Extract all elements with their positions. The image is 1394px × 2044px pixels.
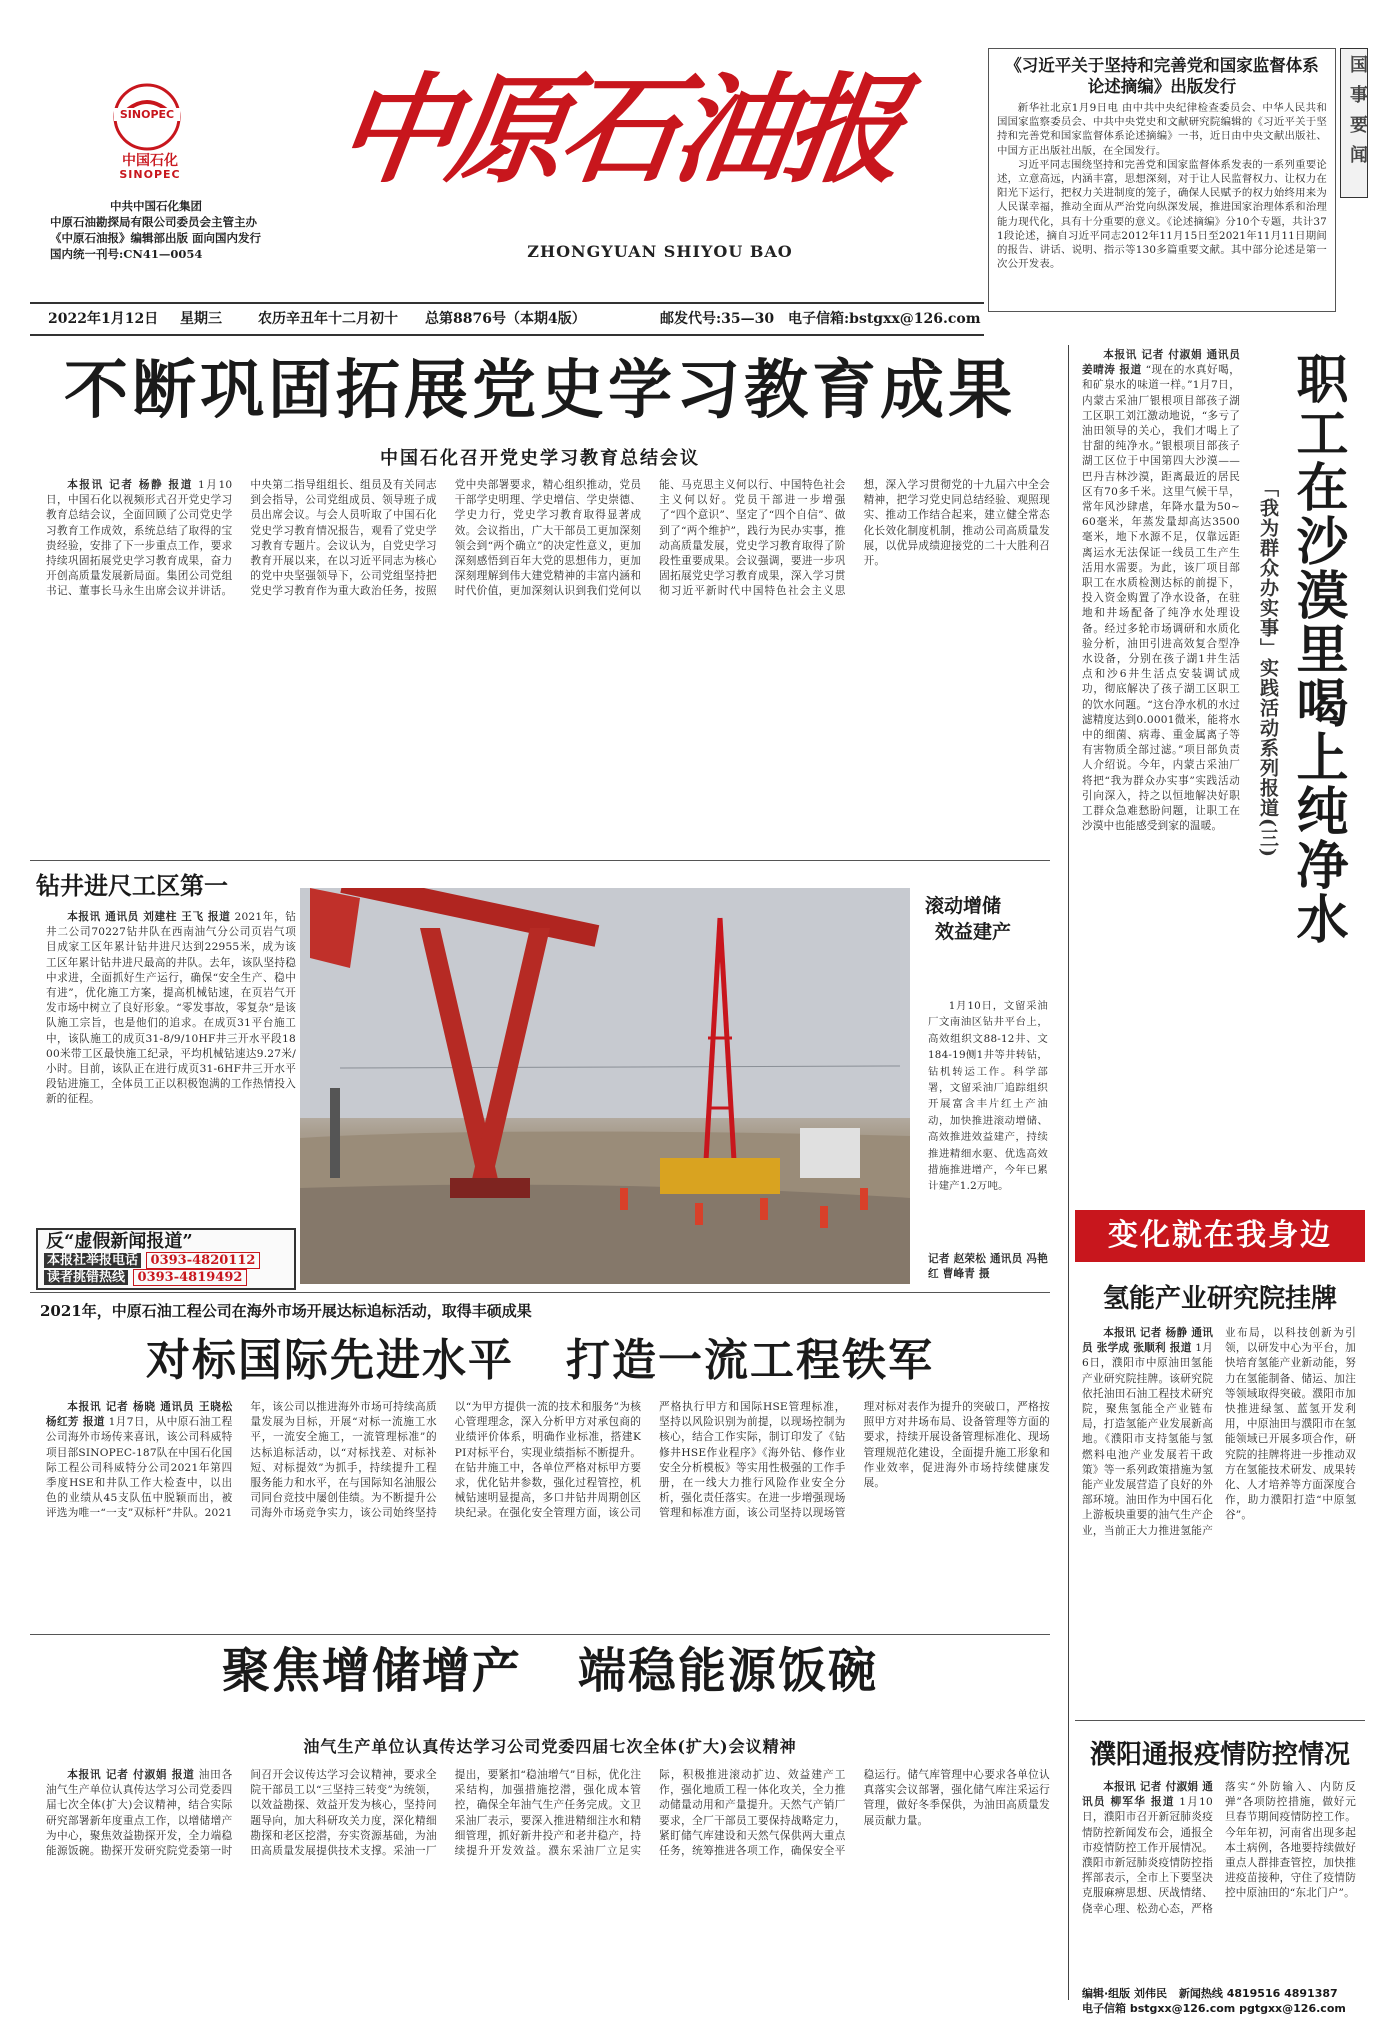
sponsor-line-3: 《中原石油报》编辑部出版 面向国内发行 <box>50 231 262 245</box>
logo-mark-text: SINOPEC <box>114 108 180 121</box>
photo-caption-text: 1月10日，文留采油厂文南油区钻井平台上，高效组织文88-12井、文184-19侧1井等井转钻，钻机转运工作。科学部署，文留采油厂追踪组织开展富含丰片红土产油动，加快推进滚动增储、高效推进效益建产，持续推进精细水驱、优选高效措施推进增产，今年已累计建产1.2万吨。 <box>928 1000 1048 1193</box>
dateline-email: 电子信箱:bstgxx@126.com <box>788 311 981 327</box>
dateline-lunar: 农历辛丑年十二月初十 <box>258 311 398 327</box>
overseas-bottom-rule <box>30 1634 1050 1635</box>
sponsor-line-2: 中原石油勘探局有限公司委员会主管主办 <box>50 215 257 229</box>
report-box <box>36 1228 296 1290</box>
change-banner <box>1075 1210 1365 1262</box>
report-line2-number: 0393-4819492 <box>133 1269 248 1286</box>
overseas-headline: 对标国际先进水平 打造一流工程铁军 <box>146 1335 934 1386</box>
report-line1-number: 0393-4820112 <box>146 1252 261 1269</box>
logo-en: SINOPEC <box>119 168 181 181</box>
logo-cn: 中国石化 <box>122 153 178 169</box>
lead-article <box>46 478 1050 846</box>
news-brief-p1: 新华社北京1月9日电 由中共中央纪律检查委员会、中华人民共和国国家监察委员会、中共中央党史和文献研究院编辑的《习近平关于坚持和完善党和国家监督体系论述摘编》一书，近日由中央文献出版社、中国方正出版社出版，在全国发行。 <box>997 102 1327 157</box>
masthead-title: 中原石油报 <box>328 60 908 199</box>
desert-article <box>1082 348 1240 1048</box>
oilgas-byline: 本报讯 记者 付淑娟 报道 <box>67 1769 195 1781</box>
change-body: 1月6日，濮阳市中原油田氢能产业研究院挂牌。该研究院依托油田石油工程技术研究院，聚焦氢能全产业链布局，打造氢能产业发展新高地。《濮阳市支持氢能与氢燃料电池产业发展若干政策》等一系列政策措施为氢能产业发展营造了良好的外部环境。油田作为中国石化上游板块重要的油气生产企业，当前正大力推进氢能产业布局，以科技创新为引领，以研发中心为平台，加快培育氢能产业新动能，努力在氢能制备、储运、加注等领域取得突破。濮阳市加快推进绿氢、蓝氢开发利用，中原油田与濮阳市在氢能领域已开展多项合作，研究院的挂牌将进一步推动双方在氢能技术研发、成果转化、人才培养等方面深度合作，助力濮阳打造“中原氢谷”。 <box>1082 1327 1356 1537</box>
lead-bottom-rule <box>30 860 1050 861</box>
photo-title <box>925 893 1045 945</box>
oilgas-subhead: 油气生产单位认真传达学习公司党委四届七次全体(扩大)会议精神 <box>303 1737 797 1756</box>
dateline-date: 2022年1月12日 <box>48 311 159 327</box>
report-box-title: 反“虚假新闻报道” <box>46 1231 193 1252</box>
footer <box>1082 1986 1372 2016</box>
drilling-article <box>46 910 296 1230</box>
oilgas-body: 油田各油气生产单位认真传达学习公司党委四届七次全体(扩大)会议精神，结合实际研究部署新年度重点工作，以增储增产为中心，聚焦效益勘探开发，全力端稳能源饭碗。勘探开发研究院党委第一时间召开会议传达学习会议精神，要求全院干部员工以“三坚持三转变”为统领，以效益勘探、效益开发为核心，坚持问题导向，加大科研攻关力度，深化精细勘探和老区挖潜，夯实资源基础，为油田高质量发展提供技术支撑。采油一厂提出，要紧扣“稳油增气”目标，优化注采结构，加强措施挖潜，强化成本管控，确保全年油气生产任务完成。文卫采油厂表示，要深入推进精细注水和精细管理，抓好新井投产和老井稳产，持续提升开发效益。濮东采油厂立足实际，积极推进滚动扩边、效益建产工作，强化地质工程一体化攻关，全力推动储量动用和产量提升。天然气产销厂要求，全厂干部员工要保持战略定力，紧盯储气库建设和天然气保供两大重点任务，统筹推进各项工作，确保安全平稳运行。储气库管理中心要求各单位认真落实会议部署，强化储气库注采运行管理，做好冬季保供，为油田高质量发展贡献力量。 <box>46 1769 1050 1858</box>
change-banner-text: 变化就在我身边 <box>1108 1218 1332 1253</box>
desert-byline: 本报讯 记者 付淑娟 通讯员 姜晴涛 报道 <box>1082 349 1240 377</box>
change-byline: 本报讯 记者 杨静 通讯员 张学成 张顺利 报道 <box>1082 1327 1213 1355</box>
drilling-body: 2021年，钻井二公司70227钻井队在西南油气分公司页岩气项目成家工区年累计钻井进尺达到22955米，成为该工区年累计钻井进尺最高的井队。去年，该队坚持稳中求进，全面抓好生产运行，确保“安全生产、稳中有进”，优化施工方案，提高机械钻速，在页岩气开发市场中树立了良好形象。“零发事故，零复杂”是该队施工宗旨，也是他们的追求。在成页31平台施工中，该队施工的成页31-8/9/10HF井三开水平段1800米带工区最快施工纪录，平均机械钻速达9.27米/小时。目前，该队正在进行成页31-6HF井三开水平段钻进施工，全体员工正以积极饱满的工作热情投入新的征程。 <box>46 911 296 1106</box>
sponsor-line-4: 国内统一刊号:CN41—0054 <box>50 247 203 261</box>
footer-editor: 编辑·组版 刘伟民 <box>1082 1987 1168 2000</box>
sponsor-line-1: 中共中国石化集团 <box>110 199 202 213</box>
news-brief-tag-text: 国事要闻 <box>1347 55 1368 175</box>
photo-title-line1: 滚动增储 <box>925 895 1002 917</box>
news-photo <box>300 888 910 1284</box>
lead-body: 1月10日，中国石化以视频形式召开党史学习教育总结会议，全面回顾了公司党史学习教育工作成效，系统总结了取得的宝贵经验，安排了下一步重点工作，要求持续巩固拓展党史学习教育成果，奋力开创高质量发展新局面。集团公司党组书记、董事长马永生出席会议并讲话。中央第二指导组组长、组员及有关同志到会指导，公司党组成员、领导班子成员出席会议。与会人员听取了中国石化党史学习教育情况报告，观看了党史学习教育专题片。会议认为，自党史学习教育开展以来，在以习近平同志为核心的党中央坚强领导下，公司党组坚持把党史学习教育作为重大政治任务，按照党中央部署要求，精心组织推动，党员干部学史明理、学史增信、学史崇德、学史力行，党史学习教育取得显著成效。会议指出，广大干部员工更加深刻领会到“两个确立”的决定性意义，更加深刻感悟到百年大党的思想伟力，更加深刻理解到伟大建党精神的丰富内涵和时代价值，更加深刻认识到我们党何以能、马克思主义何以行、中国特色社会主义何以好。党员干部进一步增强了“四个意识”、坚定了“四个自信”、做到了“两个维护”，践行为民办实事，推动高质量发展，党史学习教育取得了阶段性重要成果。会议强调，要进一步巩固拓展党史学习教育成果，深入学习贯彻习近平新时代中国特色社会主义思想，深入学习贯彻党的十九届六中全会精神，把学习党史同总结经验、观照现实、推动工作结合起来，建立健全常态化长效化制度机制，推动公司高质量发展，以优异成绩迎接党的二十大胜利召开。 <box>46 479 1050 598</box>
overseas-kicker: 2021年，中原石油工程公司在海外市场开展达标追标活动，取得丰硕成果 <box>40 1302 532 1320</box>
dateline-bar <box>30 302 984 336</box>
footer-hotline: 新闻热线 4819516 4891387 <box>1178 1987 1338 2000</box>
report-line1-label: 本报社举报电话 <box>44 1253 141 1268</box>
epidemic-headline: 濮阳通报疫情防控情况 <box>1089 1740 1350 1770</box>
lead-byline: 本报讯 记者 杨静 报道 <box>67 479 193 491</box>
change-article <box>1082 1326 1356 1716</box>
photo-credit: 记者 赵荣松 通讯员 冯艳红 曹峰青 摄 <box>928 1253 1048 1280</box>
oilfield-photo-image <box>300 888 910 1284</box>
change-bottom-rule <box>1075 1720 1365 1721</box>
epidemic-body: 1月10日，濮阳市召开新冠肺炎疫情防控新闻发布会，通报全市疫情防控工作开展情况。濮阳市新冠肺炎疫情防控指挥部表示，全市上下要坚决克服麻痹思想、厌战情绪、侥幸心理、松劲心态，严格落实“外防输入、内防反弹”各项防控措施，做好元旦春节期间疫情防控工作。今年年初，河南省出现多起本土病例，各地要持续做好重点人群排查管控，加快推进疫苗接种，守住了疫情防控中原油田的“东北门户”。 <box>1082 1781 1356 1915</box>
column-divider <box>1068 345 1069 2000</box>
footer-email: 电子信箱 bstgxx@126.com pgtgxx@126.com <box>1082 2002 1346 2015</box>
change-headline: 氢能产业研究院挂牌 <box>1102 1284 1337 1314</box>
oilgas-headline: 聚焦增储增产 端稳能源饭碗 <box>221 1643 879 1699</box>
drilling-headline: 钻井进尺工区第一 <box>36 871 228 900</box>
desert-headline: 职工在沙漠里喝上纯净水 <box>1287 352 1348 946</box>
dateline-postal: 邮发代号:35—30 <box>660 311 775 327</box>
drilling-byline: 本报讯 通讯员 刘建柱 王飞 报道 <box>67 911 231 923</box>
desert-series: 「我为群众办实事」实践活动系列报道(三) <box>1257 478 1279 858</box>
epidemic-byline: 本报讯 记者 付淑娟 通讯员 柳军华 报道 <box>1082 1781 1213 1809</box>
dateline-issue: 总第8876号（本期4版） <box>425 311 586 327</box>
oilgas-article <box>46 1768 1050 2020</box>
news-brief-box <box>988 48 1336 312</box>
photo-bottom-rule <box>30 1292 1050 1293</box>
masthead-pinyin: ZHONGYUAN SHIYOU BAO <box>527 242 793 261</box>
news-brief-p2: 习近平同志围绕坚持和完善党和国家监督体系发表的一系列重要论述，立意高远，内涵丰富，思想深刻，对于让人民监督权力、让权力在阳光下运行，把权力关进制度的笼子，确保人民赋予的权力始终用来为人民谋幸福，推动全面从严治党向纵深发展，推进国家治理体系和治理能力现代化，具有十分重要的意义。《论述摘编》分10个专题，共计371段论述，摘自习近平同志2012年11月15日至2021年11月11日期间的报告、讲话、说明、指示等130多篇重要文献。其中部分论述是第一次公开发表。 <box>997 158 1327 271</box>
desert-body: “现在的水真好喝，和矿泉水的味道一样。”1月7日，内蒙古采油厂银根项目部孩子湖工区职工刘江激动地说，“多亏了油田领导的关心，我们才喝上了甘甜的纯净水。”银根项目部孩子湖工区位于中国第四大沙漠——巴丹吉林沙漠，距离最近的居民区有70多千米。这里气候干旱，常年风沙肆虐，年降水量为50~60毫米，年蒸发量却高达3500毫米，地下水源不足，仅靠远距离运水无法保证一线员工生产生活用水需要。为此，该厂项目部职工在水质检测达标的前提下，投入资金购置了净水设备，在驻地和井场配备了纯净水处理设备。经过多轮市场调研和水质化验分析，油田引进高效复合型净水设备，分别在孩子湖1井生活点和沙6井生活点安装调试成功，彻底解决了孩子湖工区职工的饮水问题。“这台净水机的水过滤精度达到0.0001微米，能将水中的细菌、病毒、重金属离子等有害物质全部过滤。”项目部负责人介绍说。今年，内蒙古采油厂将把“我为群众办实事”实践活动引向深入，持之以恒地解决好职工群众急难愁盼问题，让职工在沙漠中也能感受到家的温暖。 <box>1082 364 1240 833</box>
overseas-byline: 本报讯 记者 杨晓 通讯员 王晓松 杨红芳 报道 <box>46 1401 233 1429</box>
report-line2-label: 读者挑错热线 <box>44 1270 128 1285</box>
lead-subhead: 中国石化召开党史学习教育总结会议 <box>380 448 700 469</box>
sponsor-block <box>50 198 340 262</box>
dateline-weekday: 星期三 <box>180 311 222 327</box>
photo-title-line2: 效益建产 <box>935 921 1012 943</box>
news-brief-title: 《习近平关于坚持和完善党和国家监督体系论述摘编》出版发行 <box>1005 56 1319 96</box>
overseas-article <box>46 1400 1050 1630</box>
news-brief-tag <box>1340 48 1368 198</box>
photo-caption <box>928 998 1048 1250</box>
sinopec-logo <box>112 82 182 152</box>
overseas-body: 1月7日，从中原石油工程公司海外市场传来喜讯，该公司科威特项目部SINOPEC-187队在中国石化国际工程公司科威特分公司2021年第四季度HSE和井队工作大检查中，以出色的业绩从45支队伍中脱颖而出，被评选为唯一“一支”双标杆”井队。2021年，该公司以推进海外市场可持续高质量发展为目标，开展“对标一流施工水平，一流安全施工，一流管理标准”的达标追标活动，以“对标找差、对标补短、对标提效”为抓手，持续提升工程服务能力和水平，在与国际知名油服公司同台竞技中屡创佳绩。为不断提升公司海外市场竞争实力，该公司始终坚持以“为甲方提供一流的技术和服务”为核心管理理念，深入分析甲方对承包商的业绩评价体系，明确作业标准，搭建KPI对标平台，实现业绩指标不断提升。在钻井施工中，各单位严格对标甲方要求，优化钻井参数，强化过程管控，机械钻速明显提高，多口井钻井周期创区块纪录。在强化安全管理方面，该公司严格执行甲方和国际HSE管理标准，坚持以风险识别为前提，以现场控制为核心，结合工作实际，制订印发了《钻修井HSE作业程序》《海外钻、修作业安全分析模板》等实用性极强的工作手册，在一线大力推行风险作业安全分析，强化责任落实。在进一步增强现场管理和标准方面，该公司坚持以现场管理对标对表作为提升的突破口，严格按照甲方对井场布局、设备管理等方面的要求，持续开展设备管理标准化、现场管理规范化建设，全面提升施工形象和作业效率，促进海外市场持续健康发展。 <box>46 1401 1050 1520</box>
lead-headline: 不断巩固拓展党史学习教育成果 <box>64 354 1016 428</box>
epidemic-article <box>1082 1780 1356 1980</box>
